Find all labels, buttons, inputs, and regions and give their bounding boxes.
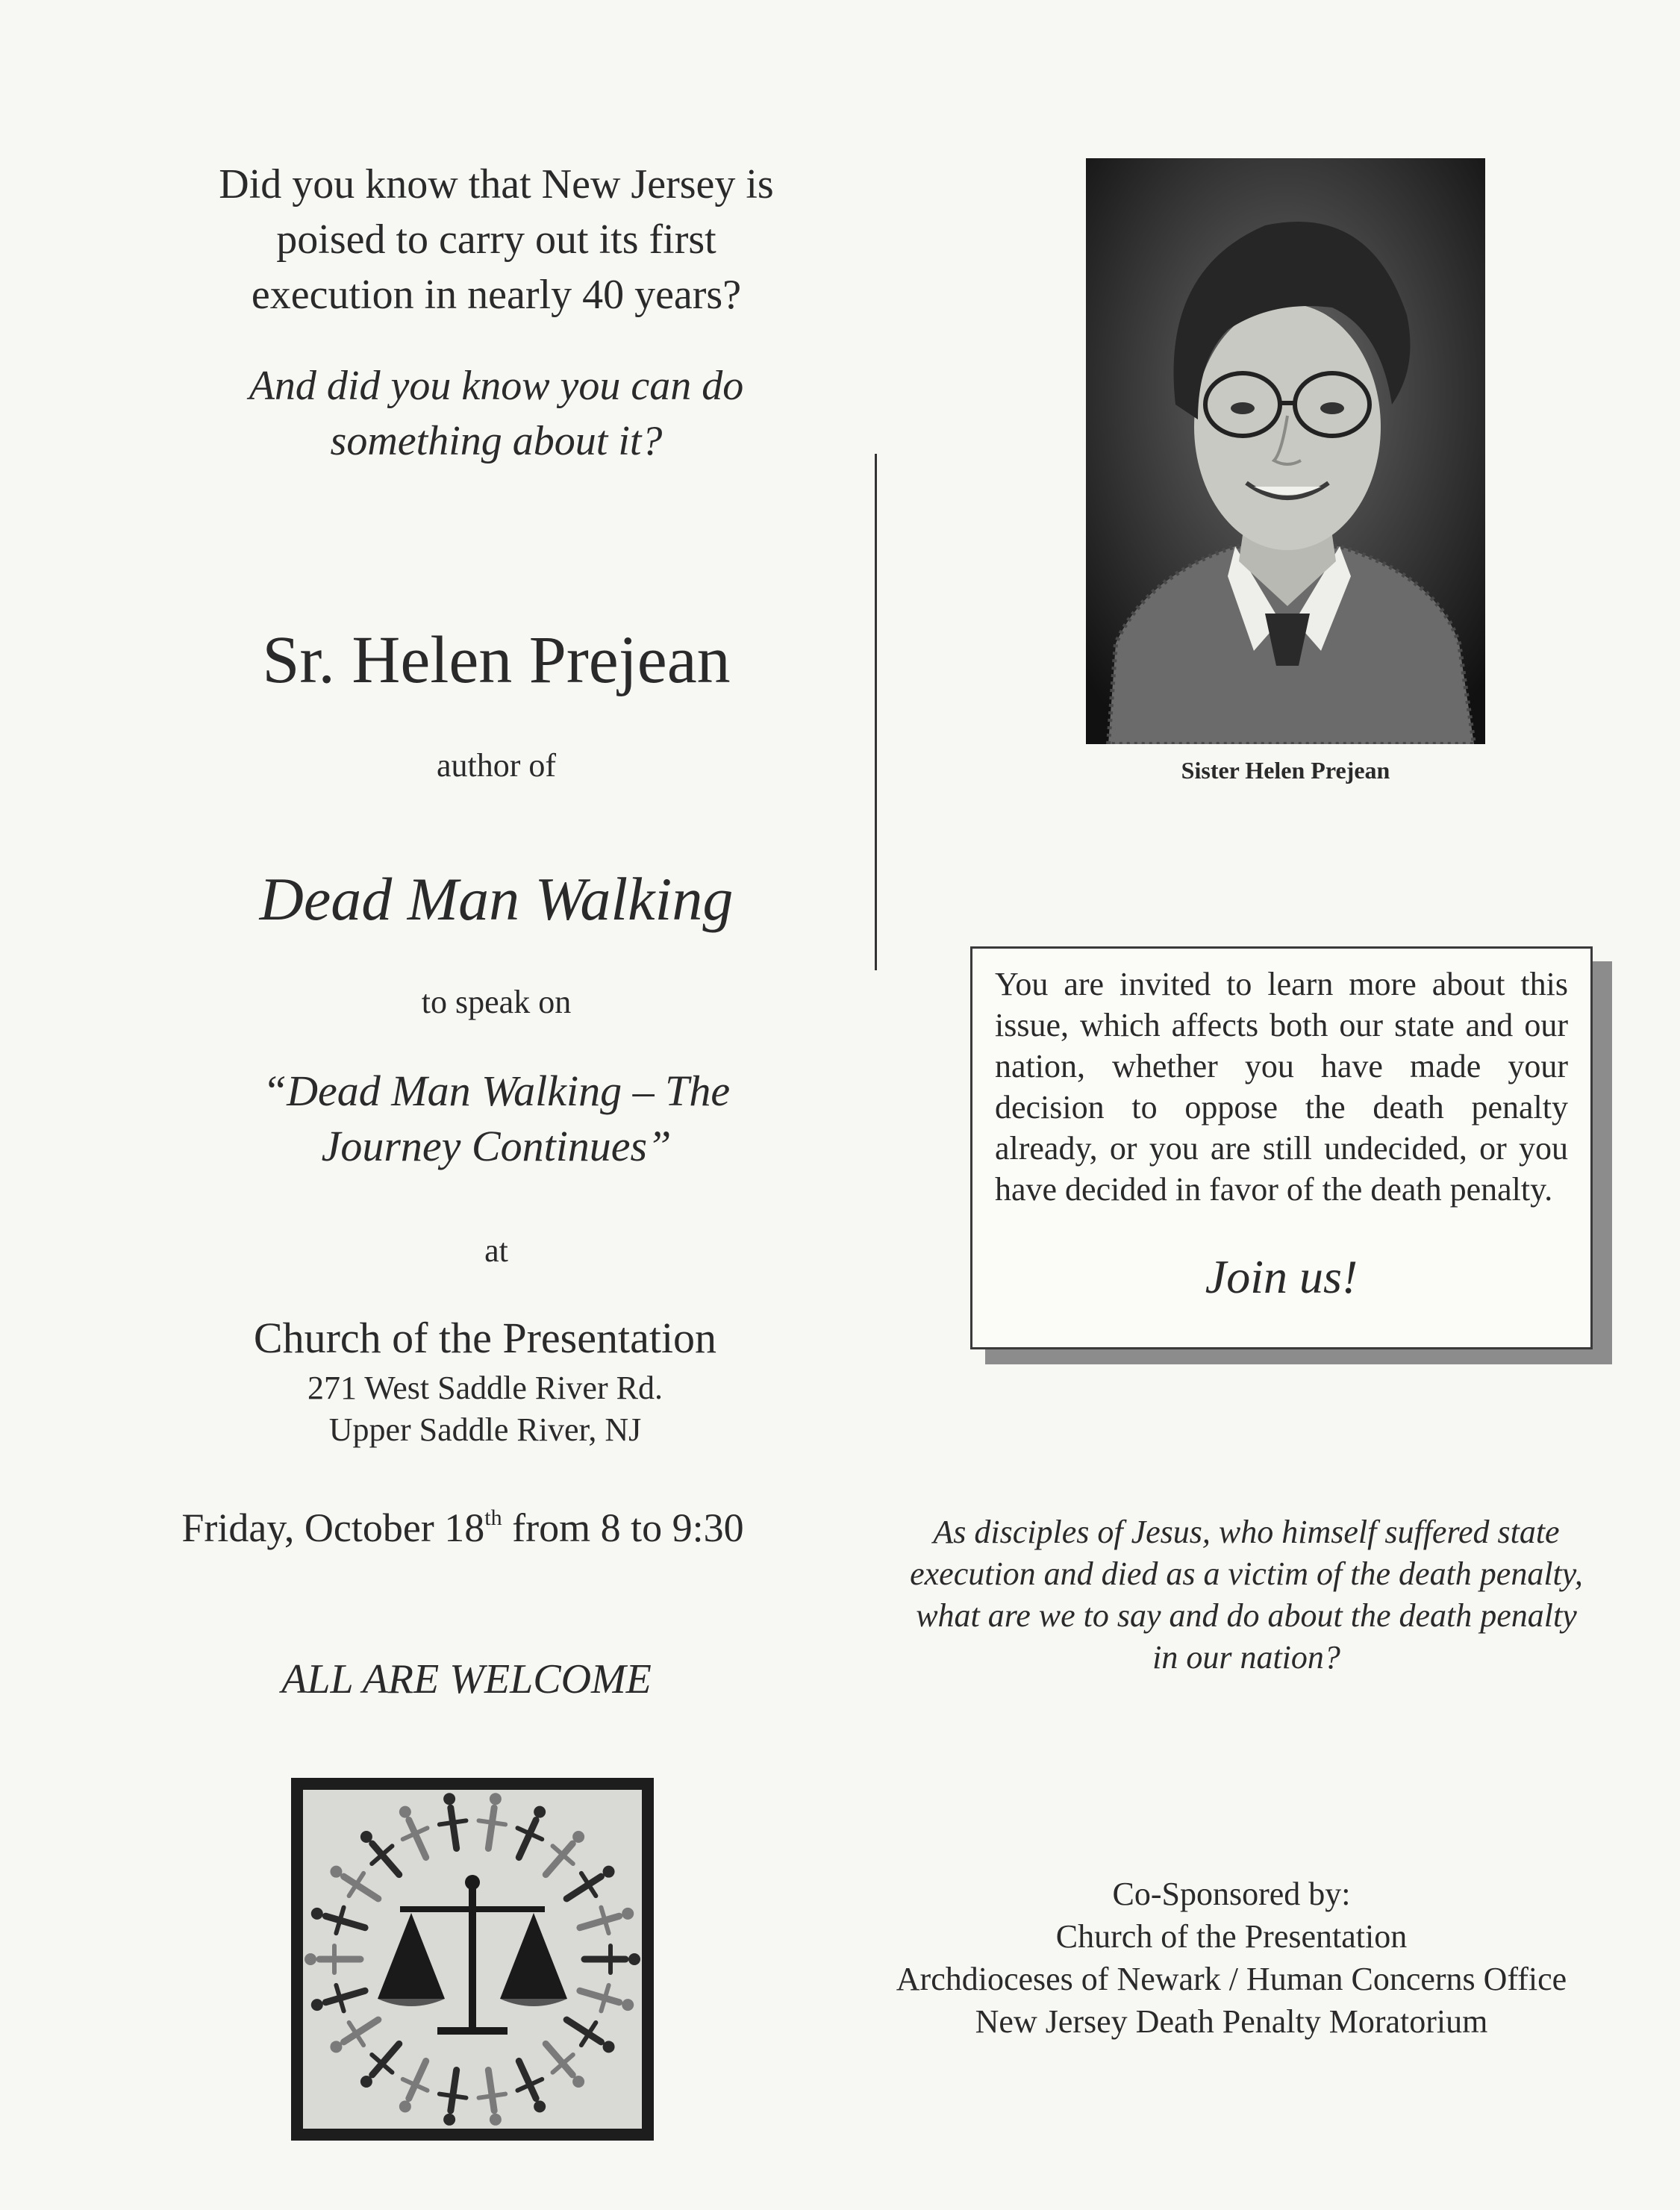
- speaker-photo: [1086, 158, 1485, 744]
- cosponsor-heading: Co-Sponsored by:: [1112, 1876, 1351, 1912]
- figure-head: [572, 1831, 584, 1843]
- figure-head: [572, 2076, 584, 2088]
- speaker-name: Sr. Helen Prejean: [262, 623, 731, 697]
- figure-head: [305, 1953, 316, 1965]
- figure-body: [325, 1916, 365, 1927]
- figure-head: [603, 2041, 615, 2053]
- cosponsor-item: Archdioceses of Newark / Human Concerns Office: [896, 1961, 1567, 1997]
- intro-question-line: poised to carry out its first: [276, 216, 716, 263]
- event-date-suffix: from 8 to 9:30: [502, 1505, 744, 1550]
- scales-of-justice-icon: [303, 1790, 642, 2129]
- talk-title: [127, 1064, 866, 1174]
- cosponsor-list: [851, 1915, 1612, 2043]
- book-title: Dead Man Walking: [259, 865, 734, 933]
- welcome-text: ALL ARE WELCOME: [281, 1656, 652, 1702]
- figure-arms: [479, 1820, 506, 1824]
- venue-address-line1: 271 West Saddle River Rd.: [307, 1370, 663, 1406]
- cosponsor-item: New Jersey Death Penalty Moratorium: [975, 2003, 1488, 2040]
- figure-head: [443, 2114, 455, 2126]
- disciples-line: in our nation?: [1152, 1639, 1340, 1676]
- figure-head: [622, 1999, 634, 2011]
- intro-question-line: Did you know that New Jersey is: [219, 161, 774, 207]
- disciples-line: what are we to say and do about the death penalty: [916, 1597, 1577, 1634]
- join-us-text: Join us!: [1205, 1250, 1358, 1303]
- figure-body: [451, 1808, 457, 1848]
- intro-italic-line: And did you know you can do: [249, 363, 744, 409]
- figure-body: [519, 1820, 536, 1858]
- invitation-text: You are invited to learn more about this issue, which affects both our state and our nation, whether you have made your decision to oppose the death penalty already, or you are still undecided, or you have decided in favor of the death penalty.: [995, 966, 1568, 1208]
- intro-italic-line: something about it?: [330, 418, 663, 464]
- figure-arms: [440, 2094, 466, 2098]
- disciples-line: execution and died as a victim of the death penalty,: [910, 1555, 1583, 1592]
- event-date-prefix: Friday, October 18: [181, 1505, 485, 1550]
- moratorium-logo: [291, 1778, 654, 2141]
- figure-head: [399, 1806, 411, 1818]
- figure-head: [330, 2041, 342, 2053]
- figure-arms: [479, 2094, 506, 2098]
- intro-question-line: execution in nearly 40 years?: [251, 272, 742, 318]
- figure-head: [360, 1831, 372, 1843]
- figure-body: [488, 2070, 494, 2110]
- figure-body: [409, 2061, 426, 2098]
- figure-head: [330, 1866, 342, 1878]
- at-label: at: [484, 1232, 508, 1269]
- figure-body: [488, 1808, 494, 1848]
- figure-head: [628, 1953, 640, 1965]
- venue-address-line2: Upper Saddle River, NJ: [328, 1411, 642, 1448]
- figure-body: [451, 2070, 457, 2110]
- to-speak-on-label: to speak on: [421, 984, 572, 1020]
- figure-head: [490, 2114, 502, 2126]
- intro-question: [127, 157, 866, 322]
- photo-caption: Sister Helen Prejean: [1181, 757, 1390, 784]
- invitation-box: [970, 946, 1593, 1349]
- event-date: [127, 1500, 799, 1555]
- figure-head: [603, 1866, 615, 1878]
- figure-body: [325, 1991, 365, 2002]
- venue-name: Church of the Presentation: [253, 1314, 717, 1362]
- cosponsor-item: Church of the Presentation: [1055, 1918, 1408, 1955]
- talk-title-line: “Dead Man Walking – The: [262, 1067, 731, 1115]
- author-of-label: author of: [436, 747, 557, 784]
- figure-head: [534, 1806, 546, 1818]
- figure-body: [409, 1820, 426, 1858]
- figure-head: [490, 1793, 502, 1805]
- figure-arms: [440, 1820, 466, 1824]
- figure-body: [580, 1991, 619, 2002]
- talk-title-line: Journey Continues”: [321, 1122, 672, 1170]
- figure-body: [519, 2061, 536, 2098]
- figure-head: [622, 1908, 634, 1920]
- figure-head: [311, 1999, 323, 2011]
- figure-head: [534, 2100, 546, 2112]
- figure-head: [360, 2076, 372, 2088]
- disciples-paragraph: [851, 1511, 1642, 1679]
- disciples-line: As disciples of Jesus, who himself suffered state: [933, 1514, 1560, 1550]
- figure-head: [443, 1793, 455, 1805]
- column-divider: [875, 454, 877, 970]
- event-date-superscript: th: [484, 1505, 502, 1530]
- figure-body: [580, 1916, 619, 1927]
- figure-head: [311, 1908, 323, 1920]
- figure-head: [399, 2100, 411, 2112]
- intro-italic-question: [127, 358, 866, 469]
